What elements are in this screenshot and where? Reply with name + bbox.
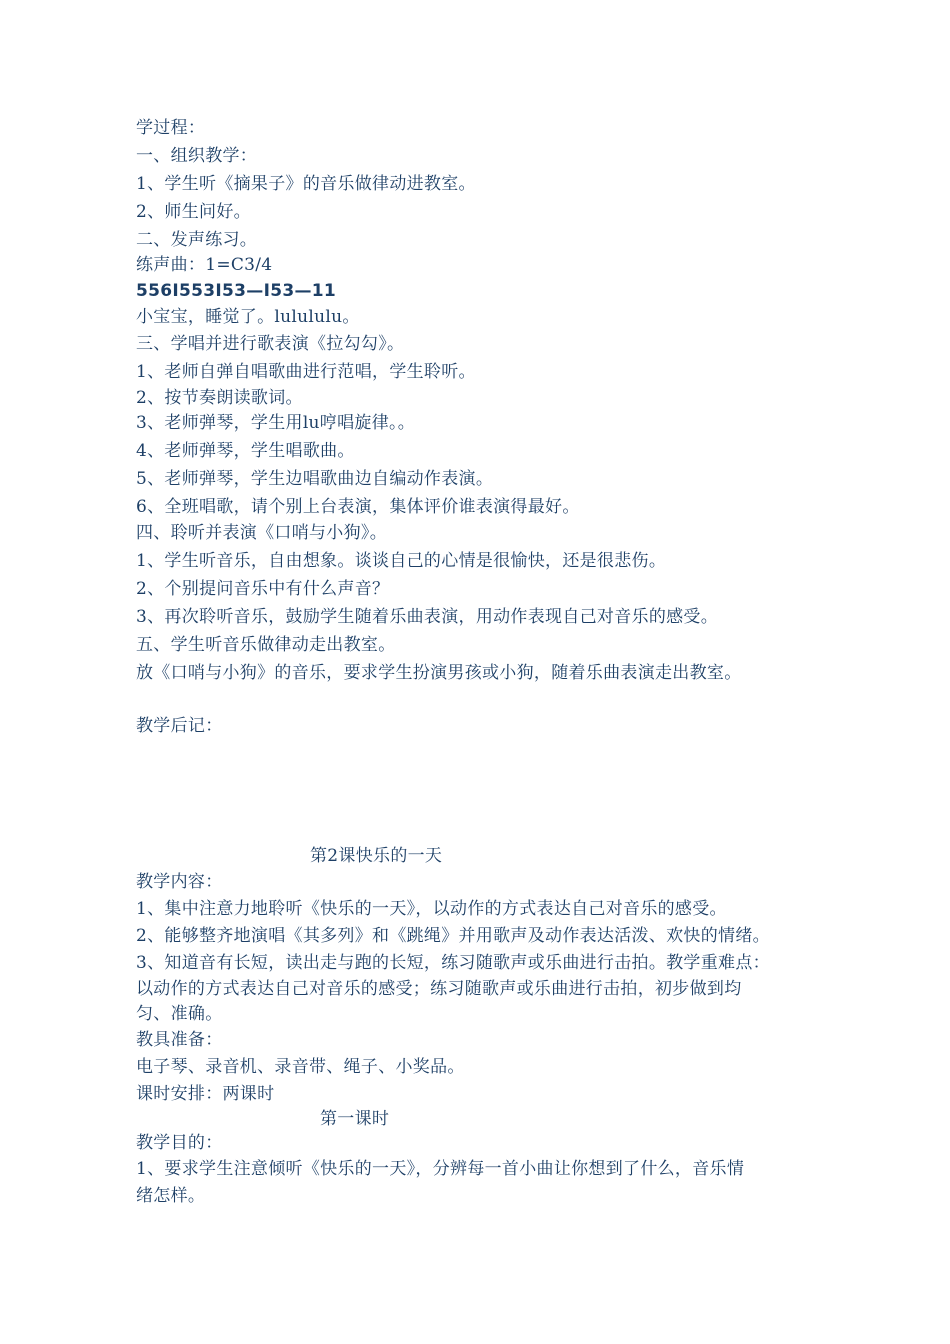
vocal-key-line: 练声曲：1=C3/4 <box>136 255 273 275</box>
content-line: 1、集中注意力地聆听《快乐的一天》，以动作的方式表达自己对音乐的感受。 <box>136 899 727 919</box>
lyrics-line: 小宝宝，睡觉了。lulululu。 <box>136 307 360 327</box>
step-listen-heading: 四、聆听并表演《口哨与小狗》。 <box>136 523 387 543</box>
lesson-title: 第2课快乐的一天 <box>310 846 443 866</box>
goal-heading: 教学目的： <box>136 1133 223 1153</box>
lesson-period-title: 第一课时 <box>320 1109 390 1129</box>
step-line: 6、全班唱歌，请个别上台表演，集体评价谁表演得最好。 <box>136 497 580 517</box>
step-line: 4、老师弹琴，学生唱歌曲。 <box>136 441 355 461</box>
step-line: 1、学生听《摘果子》的音乐做律动进教室。 <box>136 174 476 194</box>
goal-line: 绪怎样。 <box>136 1186 206 1206</box>
content-line: 3、知道音有长短，读出走与跑的长短，练习随歌声或乐曲进行击拍。教学重难点： <box>136 953 770 973</box>
step-vocal-heading: 二、发声练习。 <box>136 230 258 250</box>
step-line: 2、个别提问音乐中有什么声音？ <box>136 579 390 599</box>
tools-line: 电子琴、录音机、录音带、绳子、小奖品。 <box>136 1057 465 1077</box>
step-line: 5、老师弹琴，学生边唱歌曲边自编动作表演。 <box>136 469 494 489</box>
step-exit-heading: 五、学生听音乐做律动走出教室。 <box>136 635 396 655</box>
step-line: 2、按节奏朗读歌词。 <box>136 388 303 408</box>
content-heading: 教学内容： <box>136 872 223 892</box>
step-line: 放《口哨与小狗》的音乐，要求学生扮演男孩或小狗，随着乐曲表演走出教室。 <box>136 663 742 683</box>
step-line: 3、老师弹琴，学生用lu哼唱旋律。。 <box>136 413 416 433</box>
tools-heading: 教具准备： <box>136 1030 223 1050</box>
step-line: 1、学生听音乐，自由想象。谈谈自己的心情是很愉快，还是很悲伤。 <box>136 551 667 571</box>
step-organize-heading: 一、组织教学： <box>136 146 258 166</box>
postscript-heading: 教学后记： <box>136 716 223 736</box>
content-line: 2、能够整齐地演唱《其多列》和《跳绳》并用歌声及动作表达活泼、欢快的情绪。 <box>136 926 770 946</box>
content-line: 以动作的方式表达自己对音乐的感受；练习随歌声或乐曲进行击拍，初步做到均 <box>136 979 742 999</box>
schedule-line: 课时安排：两课时 <box>136 1084 275 1104</box>
process-heading: 学过程： <box>136 118 206 138</box>
step-line: 3、再次聆听音乐，鼓励学生随着乐曲表演，用动作表现自己对音乐的感受。 <box>136 607 719 627</box>
step-line: 2、师生问好。 <box>136 202 251 222</box>
content-line: 匀、准确。 <box>136 1004 223 1024</box>
goal-line: 1、要求学生注意倾听《快乐的一天》，分辨每一首小曲让你想到了什么，音乐情 <box>136 1159 745 1179</box>
notation-line: 556I553I53—I53—11 <box>136 281 337 301</box>
step-line: 1、老师自弹自唱歌曲进行范唱，学生聆听。 <box>136 362 476 382</box>
step-sing-heading: 三、学唱并进行歌表演《拉勾勾》。 <box>136 334 405 354</box>
